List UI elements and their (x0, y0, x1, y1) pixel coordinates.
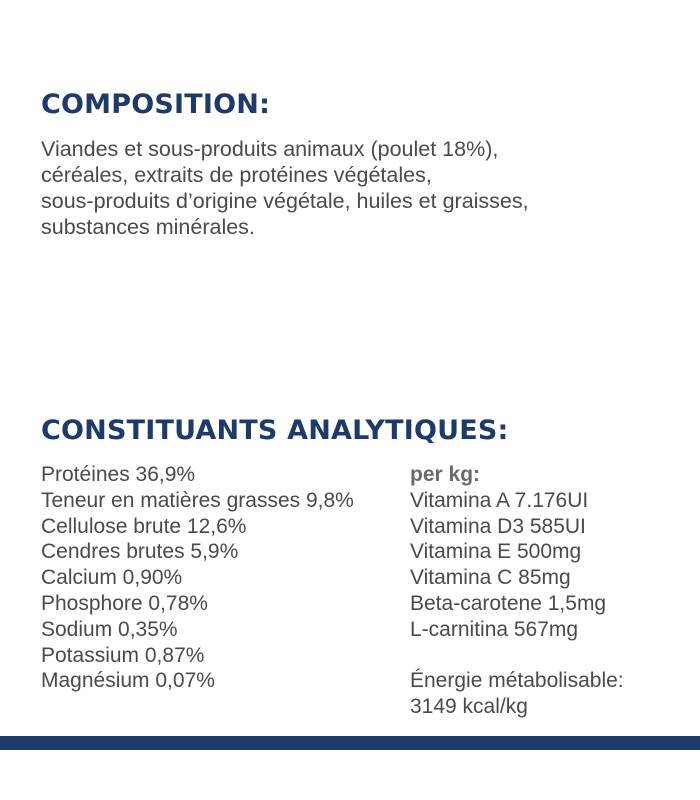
energy-value: 3149 kcal/kg (410, 695, 528, 719)
additive-item: L-carnitina 567mg (410, 617, 579, 641)
composition-line: substances minérales. (41, 215, 255, 239)
composition-line: sous-produits d’origine végétale, huiles et graisses, (41, 189, 529, 213)
additive-item: Vitamina C 85mg (410, 566, 571, 590)
composition-text (41, 136, 681, 240)
composition-heading: COMPOSITION: (41, 89, 271, 120)
additive-item: Vitamina A 7.176UI (410, 488, 589, 512)
additive-item: Beta-carotene 1,5mg (410, 591, 607, 615)
per-kg-label: per kg: (410, 463, 481, 486)
constituent-item: Cellulose brute 12,6% (41, 514, 247, 538)
composition-line: Viandes et sous-produits animaux (poulet 18%), (41, 137, 499, 161)
additive-item: Vitamina D3 585UI (410, 514, 586, 538)
additive-item: Vitamina E 500mg (410, 540, 582, 564)
constituents-list (41, 462, 354, 694)
constituent-item: Teneur en matières grasses 9,8% (41, 488, 354, 512)
constituent-item: Sodium 0,35% (41, 617, 178, 641)
analytics-heading: CONSTITUANTS ANALYTIQUES: (41, 415, 509, 446)
composition-line: céréales, extraits de protéines végétales, (41, 163, 432, 187)
additives-list (410, 462, 624, 720)
constituent-item: Magnésium 0,07% (41, 669, 215, 693)
energy-label: Énergie métabolisable: (410, 669, 624, 693)
bottom-band (0, 736, 700, 750)
constituent-item: Calcium 0,90% (41, 566, 183, 590)
constituent-item: Potassium 0,87% (41, 643, 205, 667)
constituent-item: Cendres brutes 5,9% (41, 540, 239, 564)
constituent-item: Protéines 36,9% (41, 463, 196, 486)
constituent-item: Phosphore 0,78% (41, 591, 208, 615)
